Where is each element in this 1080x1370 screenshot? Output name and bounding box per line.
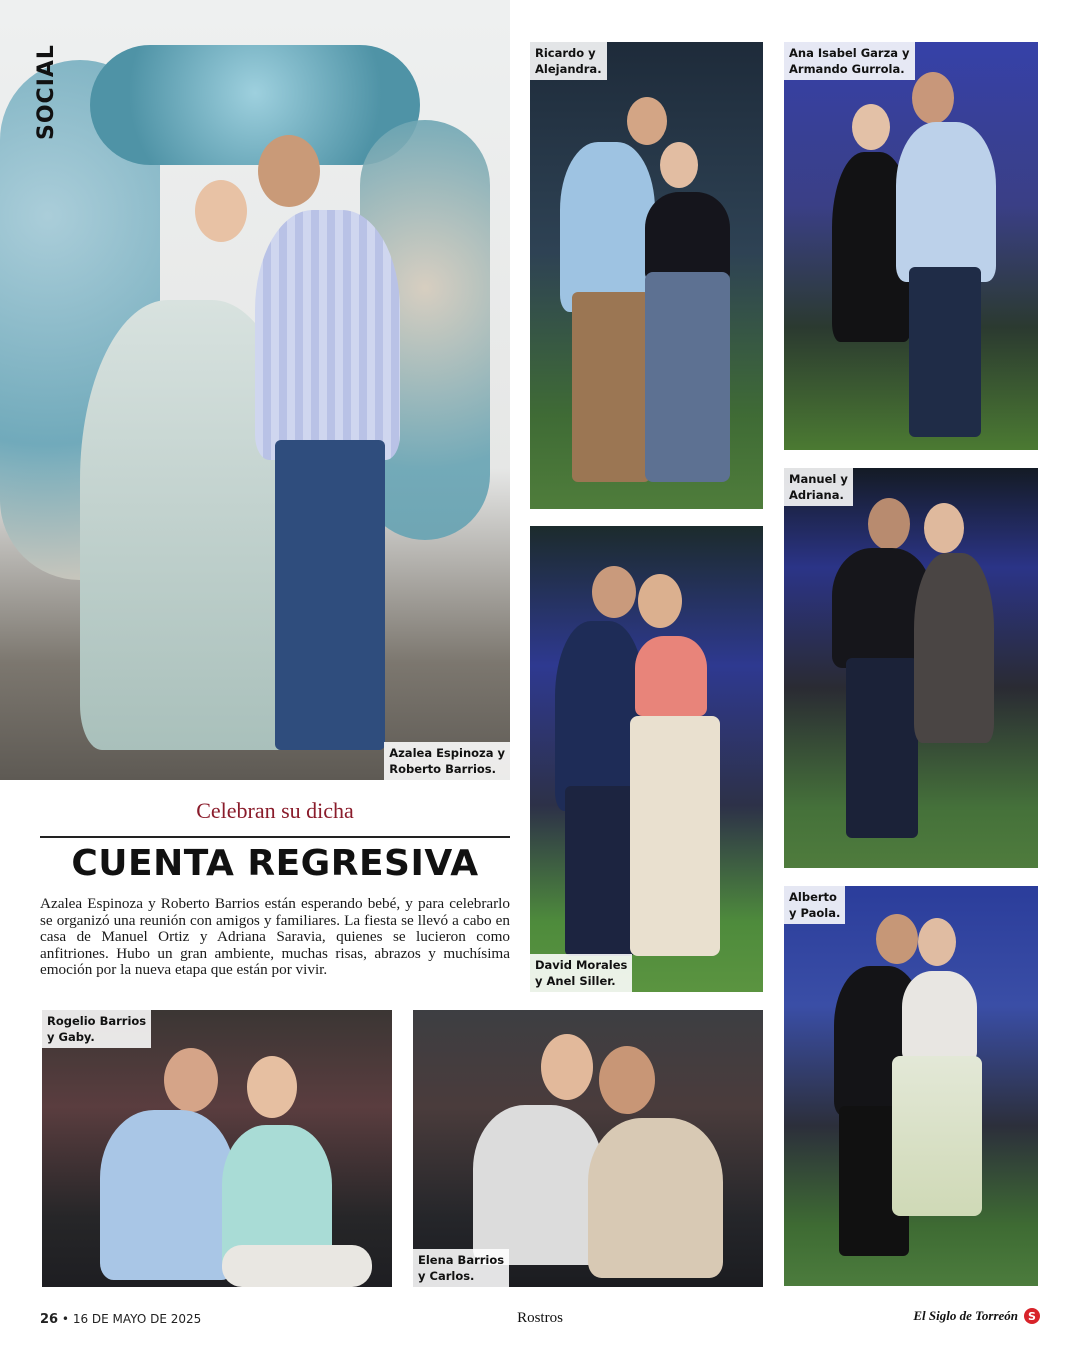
article-headline: CUENTA REGRESIVA [71, 843, 479, 884]
photo-caption: Manuel y Adriana. [784, 468, 853, 506]
divider [40, 836, 510, 838]
footer-folio [40, 1312, 201, 1327]
photo-caption: Alberto y Paola. [784, 886, 845, 924]
article-kicker: Celebran su dicha [196, 798, 354, 823]
article-body: Azalea Espinoza y Roberto Barrios están esperando bebé, y para celebrarlo se organizó una reunión con amigos y familiares. La fiesta se llevó a cabo en casa de Manuel Ortiz y Adriana Saravia, quienes se lucieron como anfitriones. Hubo un gran ambiente, muchas risas, abrazos y muchísima emoción por la nueva etapa que están por vivir. [40, 895, 510, 978]
section-label: SOCIAL [34, 44, 59, 140]
photo-caption: Ana Isabel Garza y Armando Gurrola. [784, 42, 915, 80]
photo-caption: Ricardo y Alejandra. [530, 42, 607, 80]
issue-date: 16 DE MAYO DE 2025 [72, 1312, 202, 1326]
photo-caption: Elena Barrios y Carlos. [413, 1249, 509, 1287]
section-name: Rostros [517, 1310, 563, 1326]
photo-elena-carlos [413, 1010, 763, 1287]
photo-caption: Azalea Espinoza y Roberto Barrios. [384, 742, 510, 780]
bullet-separator: • [61, 1312, 73, 1326]
photo-alberto-paola [784, 886, 1038, 1286]
photo-ricardo-alejandra [530, 42, 763, 509]
photo-manuel-adriana [784, 468, 1038, 868]
page-number: 26 [40, 1312, 59, 1327]
photo-david-anel [530, 526, 763, 992]
photo-caption: Rogelio Barrios y Gaby. [42, 1010, 151, 1048]
photo-main-couple [0, 0, 510, 780]
photo-caption: David Morales y Anel Siller. [530, 954, 632, 992]
brand-logo-icon: S [1024, 1308, 1040, 1324]
photo-ana-armando [784, 42, 1038, 450]
publication-mark [913, 1308, 1040, 1324]
photo-rogelio-gaby [42, 1010, 392, 1287]
publication-name: El Siglo de Torreón [913, 1308, 1018, 1323]
